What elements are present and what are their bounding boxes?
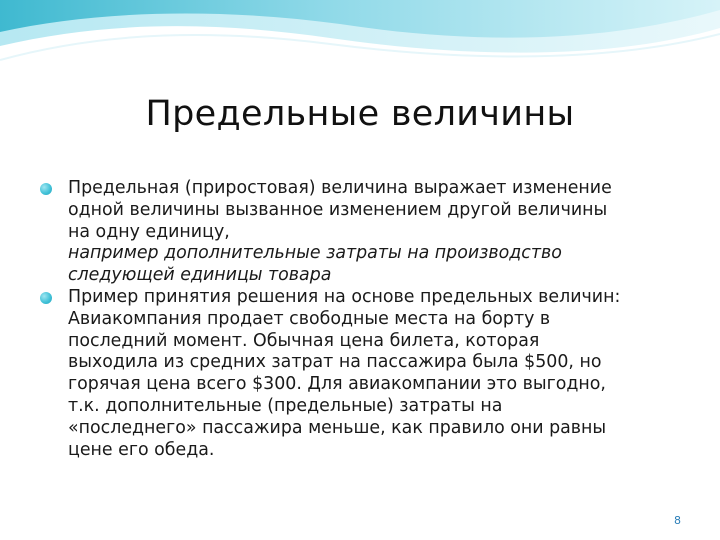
page-number: 8: [674, 514, 681, 527]
example-line: например дополнительные затраты на производство: [68, 243, 562, 264]
text-line: Пример принятия решения на основе предельных величин:: [68, 286, 621, 307]
text-line: выходила из средних затрат на пассажира была $500, но: [68, 352, 602, 373]
text-line: на одну единицу,: [68, 221, 230, 242]
text-line: последний момент. Обычная цена билета, которая: [68, 330, 540, 351]
bullet-item-definition: [40, 178, 690, 287]
bullet-dot-icon: [40, 183, 52, 195]
slide-title: Предельные величины: [145, 94, 575, 134]
text-line: т.к. дополнительные (предельные) затраты на: [68, 395, 503, 416]
top-wave-decoration: [0, 0, 720, 80]
text-line: «последнего» пассажира меньше, как правило они равны: [68, 417, 607, 438]
bullet-item-example: [40, 287, 690, 461]
text-line: цене его обеда.: [68, 439, 215, 460]
example-line: следующей единицы товара: [68, 265, 332, 286]
bullet-list: [40, 178, 690, 461]
text-line: горячая цена всего $300. Для авиакомпании это выгодно,: [68, 374, 606, 395]
text-line: Предельная (приростовая) величина выражает изменение: [68, 178, 612, 198]
text-line: одной величины вызванное изменением другой величины: [68, 199, 608, 220]
text-line: Авиакомпания продает свободные места на борту в: [68, 308, 551, 329]
bullet-dot-icon: [40, 292, 52, 304]
